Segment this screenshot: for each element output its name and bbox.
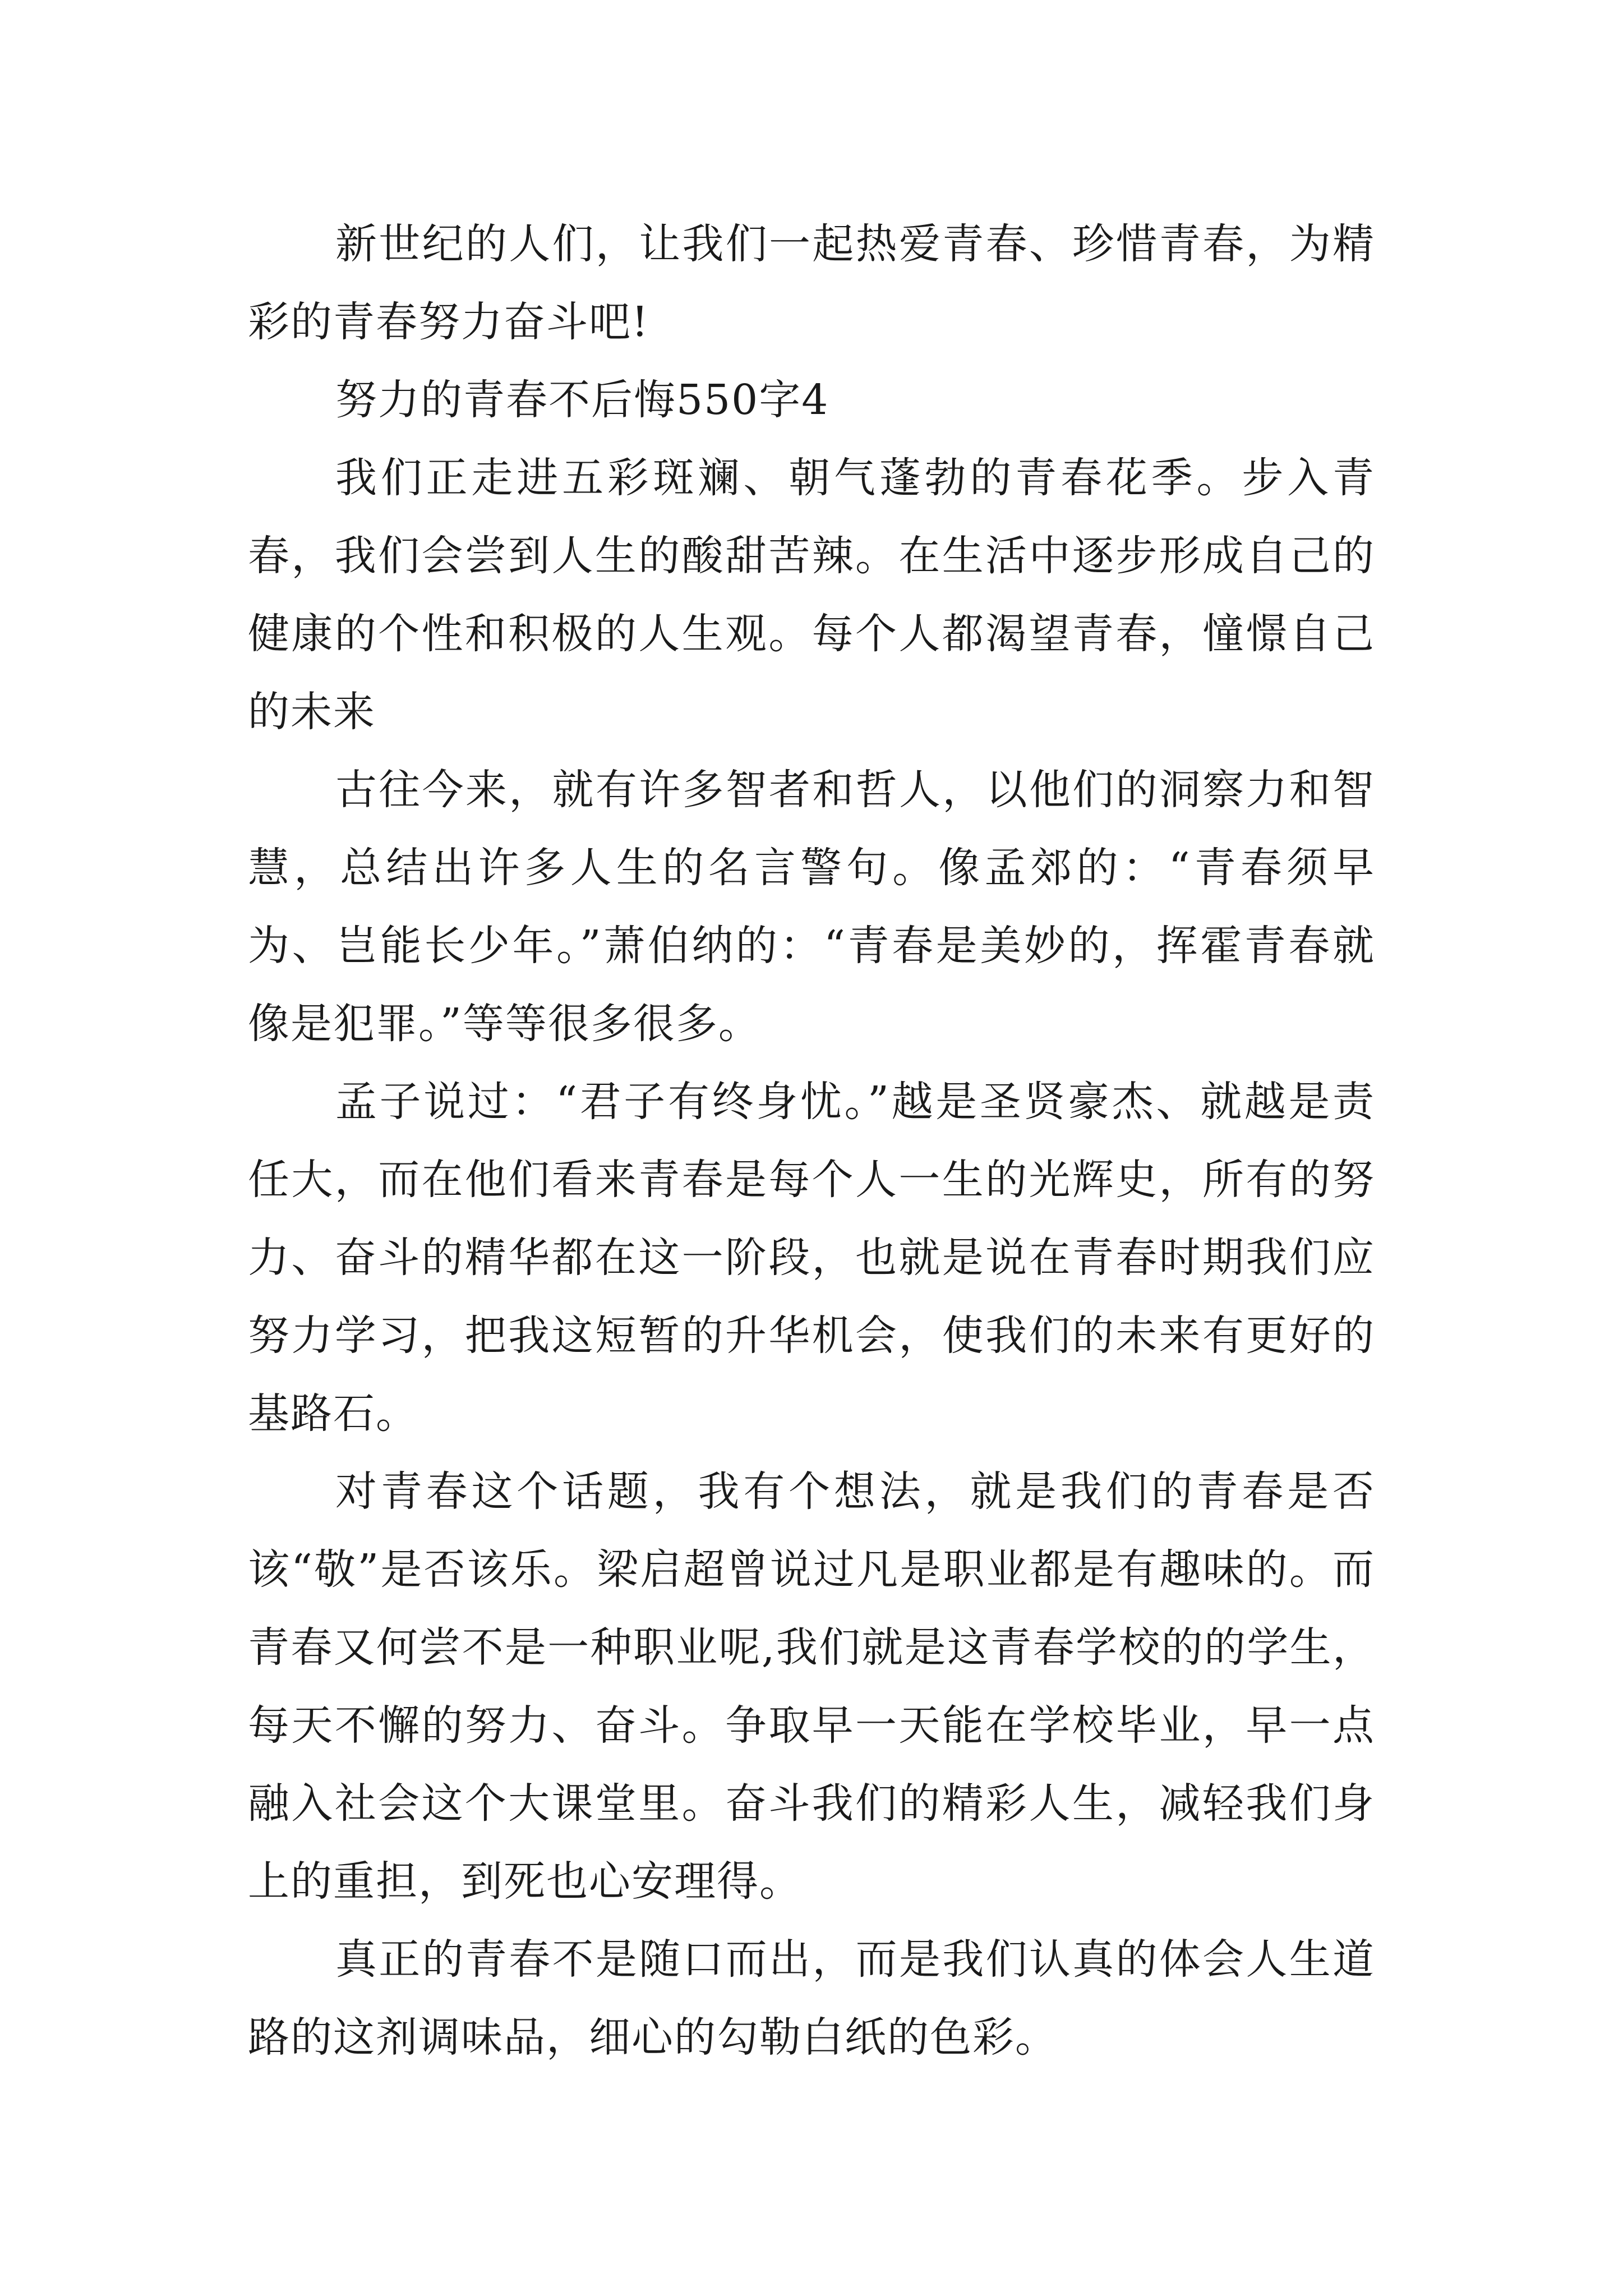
paragraph-sages-quotes: 古往今来，就有许多智者和哲人，以他们的洞察力和智慧，总结出许多人生的名言警句。像孟郊的：“青春须早为、岂能长少年。”萧伯纳的：“青春是美妙的，挥霍青春就像是犯罪。”等等很多很多。 <box>248 766 1375 1048</box>
section-heading: 努力的青春不后悔550字4 <box>335 376 829 424</box>
paragraph-true-youth: 真正的青春不是随口而出，而是我们认真的体会人生道路的这剂调味品，细心的勾勒白纸的色彩。 <box>248 1935 1375 2062</box>
paragraph-closing-call: 新世纪的人们，让我们一起热爱青春、珍惜青春，为精彩的青春努力奋斗吧! <box>248 220 1375 346</box>
paragraph-entering-youth: 我们正走进五彩斑斓、朝气蓬勃的青春花季。步入青春，我们会尝到人生的酸甜苦辣。在生活中逐步形成自己的健康的个性和积极的人生观。每个人都渴望青春，憧憬自己的未来 <box>248 454 1375 736</box>
paragraph-mencius: 孟子说过：“君子有终身忧。”越是圣贤豪杰、就越是责任大，而在他们看来青春是每个人一生的光辉史，所有的努力、奋斗的精华都在这一阶段，也就是说在青春时期我们应努力学习，把我这短暂的升华机会，使我们的未来有更好的基路石。 <box>248 1078 1375 1438</box>
document-body <box>248 205 1375 2077</box>
paragraph-youth-as-career: 对青春这个话题，我有个想法，就是我们的青春是否该“敬”是否该乐。梁启超曾说过凡是职业都是有趣味的。而青春又何尝不是一种职业呢,我们就是这青春学校的的学生，每天不懈的努力、奋斗。争取早一天能在学校毕业，早一点融入社会这个大课堂里。奋斗我们的精彩人生，减轻我们身上的重担，到死也心安理得。 <box>248 1467 1375 1906</box>
